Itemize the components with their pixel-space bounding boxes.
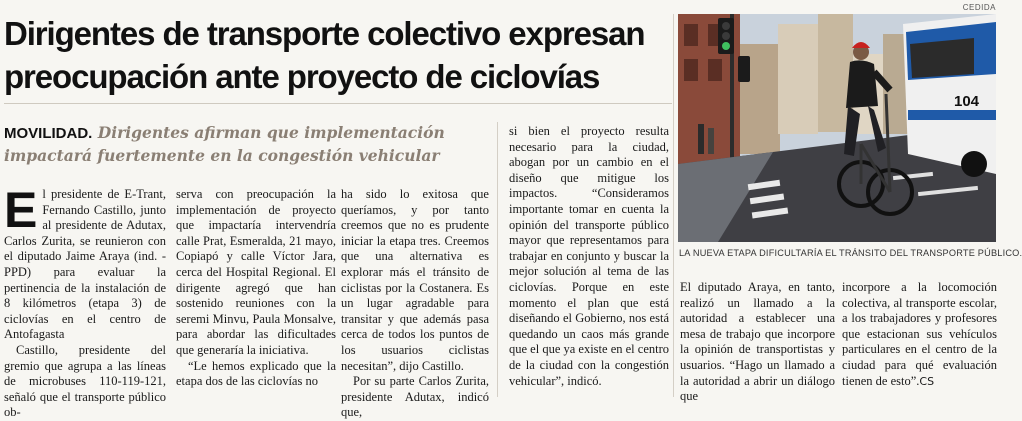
lead-text: Dirigentes afirman que implementación impactará fuertemente en la congestión vehicular xyxy=(4,123,445,165)
body-column-4 xyxy=(509,124,669,389)
body-column-2 xyxy=(176,187,336,390)
paragraph: “Le hemos explicado que la etapa dos de las ciclovías no xyxy=(176,358,336,389)
article-lead xyxy=(4,122,484,167)
paragraph: serva con preocupación la implementación de proyecto que impactaría intervendría calle Prat, Esmeralda, 21 mayo, Copiapó y calle Víctor Jara, cerca del Hospital Regional. El dirigente agregó que han sostenido reuniones con la seremi Minvu, Paula Monsalve, para abordar las dificultades que generaría la iniciativa. xyxy=(176,187,336,357)
paragraph: incorpore a la locomoción colectiva, al transporte escolar, a los trabajadores y profesores que estacionan sus vehículos particulares en el centro de la ciudad para qué evaluación tienen de esto”.CS xyxy=(842,280,997,388)
paragraph: si bien el proyecto resulta necesario para la ciudad, abogan por un cambio en el diseño que mitigue los impactos. “Consideramos importante tomar en cuenta la opinión del transporte público mayor que representamos para trabajar en conjunto y buscar la mejor solución al tema de las ciclovías. Porque en este momento el plan que está diseñando el Gobierno, nos está quedando un caos más grande que el que ya existe en el centro de la ciudad con la congestión vehicular”, indicó. xyxy=(509,124,669,388)
article-headline: Dirigentes de transporte colectivo expresan preocupación ante proyecto de ciclovías xyxy=(4,15,645,95)
paragraph: Castillo, presidente del gremio que agrupa a las líneas de microbuses 110-119-121, señaló que el transporte público ob- xyxy=(4,342,166,420)
body-column-5 xyxy=(680,280,835,405)
paragraph: ha sido lo exitosa que queríamos, y por tanto creemos que no es prudente iniciar la etapa tres. Creemos que una alternativa es explorar más el tránsito de ciclistas por la Costanera. Es un lugar agradable para transitar y que además pasa cerca de todos los puntos de los usuarios ciclistas necesitan”, dijo Castillo. xyxy=(341,187,489,373)
sign-off-mark: CS xyxy=(919,374,935,388)
paragraph: El diputado Araya, en tanto, realizó un llamado a la autoridad a establecer una mesa de trabajo que incorpore la opinión de transportistas y usuarios. “Hago un llamado a la autoridad a abrir un diálogo que xyxy=(680,280,835,404)
paragraph: Por su parte Carlos Zurita, presidente Adutax, indicó que, xyxy=(341,374,489,420)
photo-caption: LA NUEVA ETAPA DIFICULTARÍA EL TRÁNSITO DEL TRANSPORTE PÚBLICO. xyxy=(679,248,1022,258)
column-divider xyxy=(673,14,674,397)
cyclist-street-photo-icon xyxy=(678,14,996,242)
headline-divider xyxy=(4,103,672,104)
section-kicker: MOVILIDAD. xyxy=(4,125,93,142)
drop-cap: E xyxy=(4,182,38,238)
body-column-1 xyxy=(4,182,166,421)
bus-number: 104 xyxy=(954,93,980,110)
paragraph: l presidente de E-Trant, Fernando Castillo, junto al presidente de Adutax, Carlos Zurita, se reunieron con el diputado Jaime Araya (ind. - PPD) para evaluar la pertinencia de la instalación de 8 kilómetros (etapa 3) de ciclovías en el centro de Antofagasta xyxy=(4,187,166,342)
article-photo xyxy=(678,14,996,242)
body-column-6 xyxy=(842,280,997,389)
column-divider xyxy=(497,122,498,397)
photo-credit: CEDIDA xyxy=(962,3,996,12)
body-column-3 xyxy=(341,187,489,421)
